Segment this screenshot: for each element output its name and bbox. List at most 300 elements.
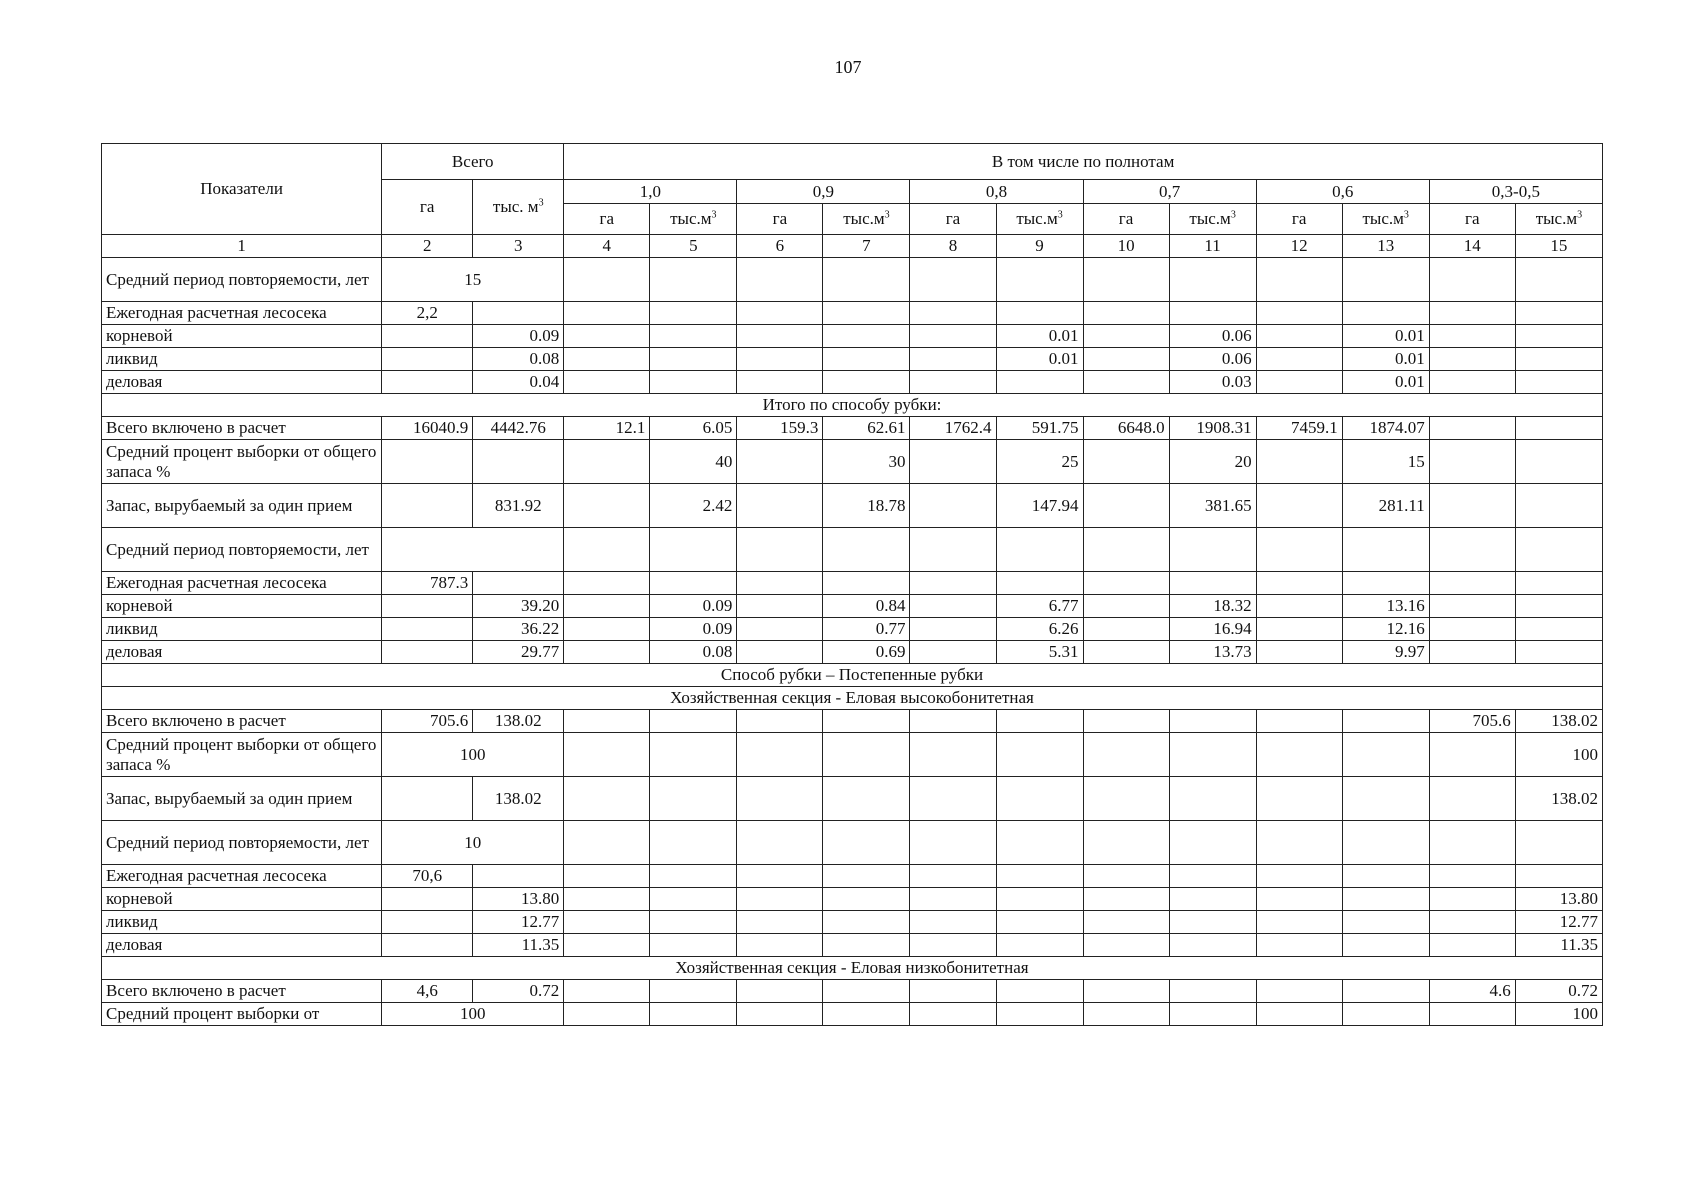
- total-ha: [382, 618, 473, 641]
- density-cell: [1342, 911, 1429, 934]
- density-cell: 0.06: [1169, 325, 1256, 348]
- header-unit-ha: га: [910, 204, 996, 235]
- density-cell: [564, 821, 650, 865]
- density-cell: [1256, 440, 1342, 484]
- row-label: Всего включено в расчет: [102, 417, 382, 440]
- density-cell: [1083, 777, 1169, 821]
- density-cell: [1429, 440, 1515, 484]
- table-row: [102, 371, 1603, 394]
- row-label: Всего включено в расчет: [102, 710, 382, 733]
- density-cell: 7459.1: [1256, 417, 1342, 440]
- density-cell: [1256, 710, 1342, 733]
- table-body: [102, 258, 1603, 1026]
- density-cell: [823, 528, 910, 572]
- density-cell: [910, 302, 996, 325]
- density-cell: [737, 934, 823, 957]
- density-cell: [996, 865, 1083, 888]
- density-cell: [910, 618, 996, 641]
- header-unit-m3: $тыс.м^3$: [996, 204, 1083, 235]
- total-m3: 4442.76: [473, 417, 564, 440]
- total-merged: [382, 528, 564, 572]
- table-row: [102, 911, 1603, 934]
- density-cell: [737, 641, 823, 664]
- density-cell: [823, 325, 910, 348]
- density-cell: [1429, 1003, 1515, 1026]
- density-cell: [1342, 777, 1429, 821]
- density-cell: 0.77: [823, 618, 910, 641]
- header-density: 0,3-0,5: [1429, 180, 1602, 204]
- density-cell: [1083, 888, 1169, 911]
- density-cell: [1256, 980, 1342, 1003]
- total-m3: [473, 302, 564, 325]
- density-cell: 0.09: [650, 618, 737, 641]
- density-cell: 30: [823, 440, 910, 484]
- total-ha: [382, 440, 473, 484]
- row-label: Средний период повторяемости, лет: [102, 821, 382, 865]
- density-cell: [564, 371, 650, 394]
- density-cell: 62.61: [823, 417, 910, 440]
- table-row: [102, 1003, 1603, 1026]
- density-cell: 0.09: [650, 595, 737, 618]
- table-row: [102, 325, 1603, 348]
- row-label: Запас, вырубаемый за один прием: [102, 777, 382, 821]
- density-cell: 12.16: [1342, 618, 1429, 641]
- row-label: деловая: [102, 641, 382, 664]
- density-cell: [1256, 934, 1342, 957]
- density-cell: [1169, 865, 1256, 888]
- density-cell: [1083, 980, 1169, 1003]
- density-cell: 0.72: [1515, 980, 1602, 1003]
- density-cell: 591.75: [996, 417, 1083, 440]
- density-cell: [737, 865, 823, 888]
- density-cell: [1256, 733, 1342, 777]
- density-cell: [564, 528, 650, 572]
- total-m3: [473, 572, 564, 595]
- density-cell: [823, 865, 910, 888]
- row-label: Запас, вырубаемый за один прием: [102, 484, 382, 528]
- density-cell: [823, 1003, 910, 1026]
- density-cell: [737, 325, 823, 348]
- density-cell: 1908.31: [1169, 417, 1256, 440]
- column-number: 6: [737, 235, 823, 258]
- density-cell: [910, 934, 996, 957]
- density-cell: [650, 258, 737, 302]
- density-cell: [910, 440, 996, 484]
- table-row: [102, 777, 1603, 821]
- density-cell: [650, 302, 737, 325]
- density-cell: [1256, 325, 1342, 348]
- header-total: Всего: [382, 144, 564, 180]
- density-cell: [564, 911, 650, 934]
- table-row: [102, 934, 1603, 957]
- column-number: 5: [650, 235, 737, 258]
- density-cell: [1429, 865, 1515, 888]
- density-cell: [564, 777, 650, 821]
- density-cell: [910, 258, 996, 302]
- density-cell: [1256, 911, 1342, 934]
- density-cell: [823, 371, 910, 394]
- total-ha: 2,2: [382, 302, 473, 325]
- total-ha: 4,6: [382, 980, 473, 1003]
- header-by-density: В том числе по полнотам: [564, 144, 1603, 180]
- header-unit-ha: га: [1256, 204, 1342, 235]
- density-cell: [1515, 371, 1602, 394]
- density-cell: [1515, 325, 1602, 348]
- total-m3: 13.80: [473, 888, 564, 911]
- page-number: 107: [834, 57, 862, 77]
- density-cell: [737, 710, 823, 733]
- total-m3: 11.35: [473, 934, 564, 957]
- density-cell: 25: [996, 440, 1083, 484]
- density-cell: [564, 980, 650, 1003]
- density-cell: [996, 710, 1083, 733]
- density-cell: [910, 484, 996, 528]
- total-ha: [382, 641, 473, 664]
- density-cell: 147.94: [996, 484, 1083, 528]
- density-cell: [564, 888, 650, 911]
- density-cell: [910, 641, 996, 664]
- density-cell: 0.01: [996, 348, 1083, 371]
- density-cell: [1429, 348, 1515, 371]
- density-cell: 0.01: [996, 325, 1083, 348]
- table-row: [102, 821, 1603, 865]
- density-cell: [1342, 258, 1429, 302]
- density-cell: [996, 371, 1083, 394]
- density-cell: [737, 302, 823, 325]
- density-cell: [996, 980, 1083, 1003]
- density-cell: [1169, 980, 1256, 1003]
- density-cell: [1342, 710, 1429, 733]
- density-cell: [1429, 484, 1515, 528]
- header-unit-ha: га: [564, 204, 650, 235]
- density-cell: [910, 325, 996, 348]
- row-label: ликвид: [102, 348, 382, 371]
- density-cell: 15: [1342, 440, 1429, 484]
- density-cell: [1083, 258, 1169, 302]
- density-cell: [737, 911, 823, 934]
- density-cell: [1429, 258, 1515, 302]
- row-label: деловая: [102, 371, 382, 394]
- column-number: 3: [473, 235, 564, 258]
- density-cell: [1429, 733, 1515, 777]
- density-cell: [1256, 777, 1342, 821]
- density-cell: [823, 348, 910, 371]
- total-ha: 16040.9: [382, 417, 473, 440]
- density-cell: [1083, 641, 1169, 664]
- total-ha: 787.3: [382, 572, 473, 595]
- density-cell: [564, 572, 650, 595]
- density-cell: [1429, 417, 1515, 440]
- density-cell: [1515, 618, 1602, 641]
- density-cell: [564, 348, 650, 371]
- density-cell: [910, 980, 996, 1003]
- density-cell: [650, 865, 737, 888]
- column-number: 13: [1342, 235, 1429, 258]
- density-cell: [737, 440, 823, 484]
- row-label: Средний процент выборки от: [102, 1003, 382, 1026]
- density-cell: [1342, 1003, 1429, 1026]
- density-cell: 0.06: [1169, 348, 1256, 371]
- header-total-ha: га: [382, 180, 473, 235]
- density-cell: [1429, 595, 1515, 618]
- density-cell: [1342, 934, 1429, 957]
- density-cell: [1256, 484, 1342, 528]
- density-cell: [737, 733, 823, 777]
- density-cell: [823, 302, 910, 325]
- density-cell: [564, 595, 650, 618]
- density-cell: 138.02: [1515, 777, 1602, 821]
- density-cell: [1256, 348, 1342, 371]
- density-cell: [1083, 1003, 1169, 1026]
- density-cell: [737, 980, 823, 1003]
- density-cell: [823, 710, 910, 733]
- density-cell: 20: [1169, 440, 1256, 484]
- density-cell: [1342, 528, 1429, 572]
- density-cell: [737, 1003, 823, 1026]
- density-cell: [1083, 865, 1169, 888]
- table-row: [102, 865, 1603, 888]
- total-ha: [382, 484, 473, 528]
- header-unit-ha: га: [737, 204, 823, 235]
- row-label: корневой: [102, 595, 382, 618]
- density-cell: [1083, 618, 1169, 641]
- header-density: 0,9: [737, 180, 910, 204]
- total-ha: [382, 595, 473, 618]
- density-cell: 138.02: [1515, 710, 1602, 733]
- density-cell: [910, 371, 996, 394]
- row-label: Средний процент выборки от общего запаса %: [102, 733, 382, 777]
- density-cell: [1429, 888, 1515, 911]
- density-cell: [996, 258, 1083, 302]
- density-cell: [910, 528, 996, 572]
- density-cell: [1169, 934, 1256, 957]
- subsection-title: Хозяйственная секция - Еловая высокобонитетная: [102, 687, 1603, 710]
- density-cell: [1169, 911, 1256, 934]
- density-cell: 18.32: [1169, 595, 1256, 618]
- density-cell: [823, 777, 910, 821]
- density-cell: 0.03: [1169, 371, 1256, 394]
- density-cell: [1429, 371, 1515, 394]
- total-m3: 29.77: [473, 641, 564, 664]
- table-row: [102, 302, 1603, 325]
- density-cell: [996, 777, 1083, 821]
- density-cell: 159.3: [737, 417, 823, 440]
- density-cell: [1083, 484, 1169, 528]
- density-cell: [650, 733, 737, 777]
- density-cell: 6648.0: [1083, 417, 1169, 440]
- table-row: [102, 440, 1603, 484]
- total-m3: 0.08: [473, 348, 564, 371]
- total-ha: 70,6: [382, 865, 473, 888]
- density-cell: 4.6: [1429, 980, 1515, 1003]
- row-label: Средний период повторяемости, лет: [102, 258, 382, 302]
- total-m3: 12.77: [473, 911, 564, 934]
- density-cell: [1429, 777, 1515, 821]
- density-cell: [996, 911, 1083, 934]
- header-unit-m3: $тыс.м^3$: [1515, 204, 1602, 235]
- density-cell: [910, 911, 996, 934]
- density-cell: [1515, 258, 1602, 302]
- table-row: [102, 618, 1603, 641]
- density-cell: 12.1: [564, 417, 650, 440]
- density-cell: 6.77: [996, 595, 1083, 618]
- density-cell: [737, 821, 823, 865]
- density-cell: 16.94: [1169, 618, 1256, 641]
- density-cell: [1083, 528, 1169, 572]
- density-cell: [564, 618, 650, 641]
- density-cell: [1256, 258, 1342, 302]
- density-cell: 100: [1515, 733, 1602, 777]
- section-row: [102, 957, 1603, 980]
- density-cell: [1083, 348, 1169, 371]
- density-cell: [1342, 980, 1429, 1003]
- density-cell: 5.31: [996, 641, 1083, 664]
- table-row: [102, 595, 1603, 618]
- density-cell: [996, 733, 1083, 777]
- section-title: Хозяйственная секция - Еловая низкобонитетная: [102, 957, 1603, 980]
- header-unit-m3: $тыс.м^3$: [650, 204, 737, 235]
- total-merged: 10: [382, 821, 564, 865]
- density-cell: [910, 595, 996, 618]
- density-cell: [650, 710, 737, 733]
- density-cell: [1169, 528, 1256, 572]
- density-cell: 0.01: [1342, 371, 1429, 394]
- density-cell: 705.6: [1429, 710, 1515, 733]
- density-cell: [564, 302, 650, 325]
- column-number: 14: [1429, 235, 1515, 258]
- section-title: Итого по способу рубки:: [102, 394, 1603, 417]
- density-cell: 13.16: [1342, 595, 1429, 618]
- density-cell: [564, 865, 650, 888]
- density-cell: [737, 572, 823, 595]
- total-m3: 138.02: [473, 777, 564, 821]
- density-cell: [1256, 888, 1342, 911]
- density-cell: [650, 572, 737, 595]
- table-row: [102, 641, 1603, 664]
- total-merged: 100: [382, 733, 564, 777]
- total-merged: 15: [382, 258, 564, 302]
- density-cell: [737, 618, 823, 641]
- density-cell: [1169, 572, 1256, 595]
- density-cell: [1083, 733, 1169, 777]
- total-m3: 831.92: [473, 484, 564, 528]
- density-cell: [1515, 821, 1602, 865]
- density-cell: [1342, 302, 1429, 325]
- density-cell: [1342, 733, 1429, 777]
- density-cell: 40: [650, 440, 737, 484]
- density-cell: [823, 733, 910, 777]
- forest-felling-table: [101, 143, 1603, 1026]
- row-label: деловая: [102, 934, 382, 957]
- density-cell: [1515, 865, 1602, 888]
- density-cell: [1256, 572, 1342, 595]
- column-number: 15: [1515, 235, 1602, 258]
- density-cell: [823, 821, 910, 865]
- density-cell: [1515, 572, 1602, 595]
- density-cell: [996, 821, 1083, 865]
- density-cell: [1429, 821, 1515, 865]
- density-cell: 9.97: [1342, 641, 1429, 664]
- density-cell: [1169, 1003, 1256, 1026]
- density-cell: [1515, 302, 1602, 325]
- header-unit-ha: га: [1083, 204, 1169, 235]
- density-cell: [910, 865, 996, 888]
- density-cell: [1515, 348, 1602, 371]
- density-cell: [1256, 371, 1342, 394]
- table-row: [102, 888, 1603, 911]
- column-number: 4: [564, 235, 650, 258]
- total-m3: 138.02: [473, 710, 564, 733]
- section-row: [102, 687, 1603, 710]
- density-cell: 0.69: [823, 641, 910, 664]
- density-cell: [1083, 440, 1169, 484]
- header-unit-m3: $тыс.м^3$: [1342, 204, 1429, 235]
- total-m3: 36.22: [473, 618, 564, 641]
- density-cell: [1169, 710, 1256, 733]
- density-cell: [650, 888, 737, 911]
- row-label: Ежегодная расчетная лесосека: [102, 865, 382, 888]
- density-cell: [1256, 618, 1342, 641]
- header-density: 0,6: [1256, 180, 1429, 204]
- header-density: 0,8: [910, 180, 1083, 204]
- density-cell: [1169, 777, 1256, 821]
- density-cell: [910, 710, 996, 733]
- density-cell: [910, 733, 996, 777]
- density-cell: [737, 348, 823, 371]
- column-number: 2: [382, 235, 473, 258]
- density-cell: [650, 911, 737, 934]
- density-cell: [1515, 641, 1602, 664]
- density-cell: [564, 1003, 650, 1026]
- table-row: [102, 348, 1603, 371]
- total-m3: 0.04: [473, 371, 564, 394]
- density-cell: 13.73: [1169, 641, 1256, 664]
- density-cell: [650, 821, 737, 865]
- section-row: [102, 394, 1603, 417]
- density-cell: [737, 528, 823, 572]
- column-number: 10: [1083, 235, 1169, 258]
- total-m3: [473, 440, 564, 484]
- header-density: 1,0: [564, 180, 737, 204]
- density-cell: [823, 572, 910, 595]
- density-cell: [1342, 888, 1429, 911]
- density-cell: 281.11: [1342, 484, 1429, 528]
- density-cell: [737, 888, 823, 911]
- density-cell: [1083, 911, 1169, 934]
- density-cell: 0.01: [1342, 348, 1429, 371]
- row-label: корневой: [102, 325, 382, 348]
- total-m3: 0.09: [473, 325, 564, 348]
- density-cell: [1083, 821, 1169, 865]
- density-cell: [823, 258, 910, 302]
- density-cell: [1083, 934, 1169, 957]
- density-cell: [996, 934, 1083, 957]
- density-cell: [737, 777, 823, 821]
- column-number: 12: [1256, 235, 1342, 258]
- section-row: [102, 664, 1603, 687]
- density-cell: [1256, 528, 1342, 572]
- density-cell: [737, 258, 823, 302]
- density-cell: [564, 440, 650, 484]
- density-cell: [650, 980, 737, 1003]
- density-cell: [1515, 484, 1602, 528]
- density-cell: [1515, 595, 1602, 618]
- density-cell: [910, 572, 996, 595]
- density-cell: [564, 641, 650, 664]
- density-cell: [910, 888, 996, 911]
- density-cell: [823, 980, 910, 1003]
- density-cell: 2.42: [650, 484, 737, 528]
